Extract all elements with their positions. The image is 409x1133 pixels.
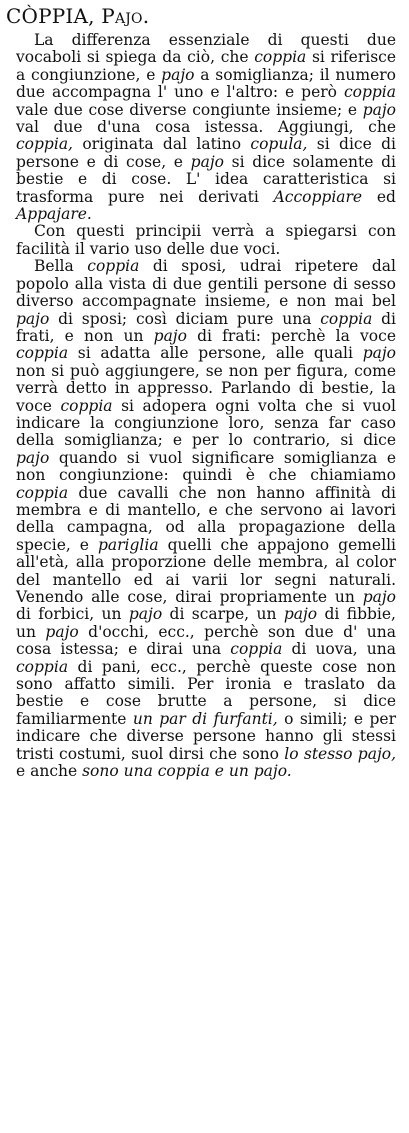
italic-term: coppia [16,483,69,502]
text-run: si dice di persone e di cose, e [16,135,396,171]
italic-term: coppia [230,640,283,659]
italic-term: pajo [190,152,224,171]
italic-term: pajo [16,309,50,328]
italic-term: pajo [128,605,163,624]
paragraph [16,223,396,258]
italic-term: pajo [153,326,187,345]
text-run: quando si vuol significare somiglianza e non congiunzione: quindi è che chiamiamo [16,448,396,485]
italic-term: lo stesso pajo, [284,744,397,763]
italic-term: Appajare. [16,205,92,224]
text-run: di pani, ecc., perchè queste cose non sono affatto simili. Per ironia e traslato da bestie e cose brutte a persone, si dice familiarmente [16,657,396,728]
paragraph [16,258,396,780]
italic-term: un par di furfanti, [132,709,278,728]
text-run: vale due cose diverse congiunte insieme; e [16,100,363,119]
text-run: originata dal latino [72,135,251,154]
text-run: quelli che appajono gemelli all'età, alla proporzione delle membra, al color del mantello ed ai varii lor segni naturali. Venendo alle cose, dirai propriamente un [16,535,396,606]
italic-term: coppia [343,83,396,102]
text-run: a somiglianza; il numero due accompagna l' uno e l'altro: e però [16,65,397,102]
text-run: due cavalli che non hanno affinità di membra e di mantello, e che servono ai lavori della campagna, od alla propagazione della specie, e [16,483,396,554]
text-run: di forbici, un [16,605,129,624]
text-run: di scarpe, un [162,605,284,624]
italic-term: coppia [254,48,307,67]
text-run: di sposi; così diciam pure una [49,309,321,328]
text-run: si adopera ogni volta che si vuol indicare la congiunzione loro, senza far caso della somiglianza; e per lo contrario, si dice [16,396,396,450]
paragraph [16,32,396,223]
italic-term: pajo [362,344,396,363]
italic-term: copula, [250,135,308,154]
text-run: Con questi principii verrà a spiegarsi con facilità il vario uso delle due voci. [16,222,396,258]
italic-term: coppia [87,257,140,276]
italic-term: pajo [161,65,195,84]
text-run: Bella [34,257,88,276]
italic-term: sono una coppia e un pajo. [82,762,292,781]
italic-term: coppia [16,344,69,363]
italic-term: coppia [320,309,373,328]
text-run: val due d'una cosa istessa. Aggiungi, che [16,118,396,137]
italic-term: coppia, [16,135,73,154]
text-run: o simili; e per indicare che diverse persone hanno gli stessi tristi costumi, suol dirsi che sono [16,709,396,763]
italic-term: pajo [45,622,79,641]
text-run: ed [362,187,396,206]
headword: CÒPPIA, [6,4,95,28]
italic-term: coppia [60,396,113,415]
text-run: La differenza essenziale di questi due vocaboli si spiega da ciò, che [16,31,396,67]
text-run: di fibbie, un [16,605,396,641]
italic-term: pajo [16,448,50,467]
text-run: d'occhi, ecc., perchè son due d' una cosa istessa; e dirai una [16,622,396,659]
text-run: di frati: perchè la voce [186,326,396,345]
italic-term: pariglia [97,535,159,554]
italic-term: pajo [362,588,396,606]
italic-term: coppia [16,657,69,676]
text-run: si dice solamente di bestie e di cose. L' idea caratteristica si trasforma pure nei derivati [16,152,396,206]
text-run: di uova, una [282,640,396,659]
entry-body [16,32,396,780]
text-run: di frati, e non un [16,309,396,345]
headword-secondary: Pajo. [101,4,150,28]
italic-term: pajo [283,605,318,624]
entry-heading [6,5,149,27]
text-run: non si può aggiungere, se non per figura, come verrà detto in appresso. Parlando di bestie, la voce [16,361,396,415]
text-run: di sposi, udrai ripetere dal popolo alla vista di due gentili persone di sesso diverso accompagnate insieme, e non mai bel [16,257,397,311]
text-run: si adatta alle persone, alle quali [68,344,363,363]
text-run: si riferisce a congiunzione, e [16,48,396,84]
text-run: e anche [16,762,83,781]
italic-term: pajo [362,100,396,119]
italic-term: Accoppiare [273,187,363,206]
